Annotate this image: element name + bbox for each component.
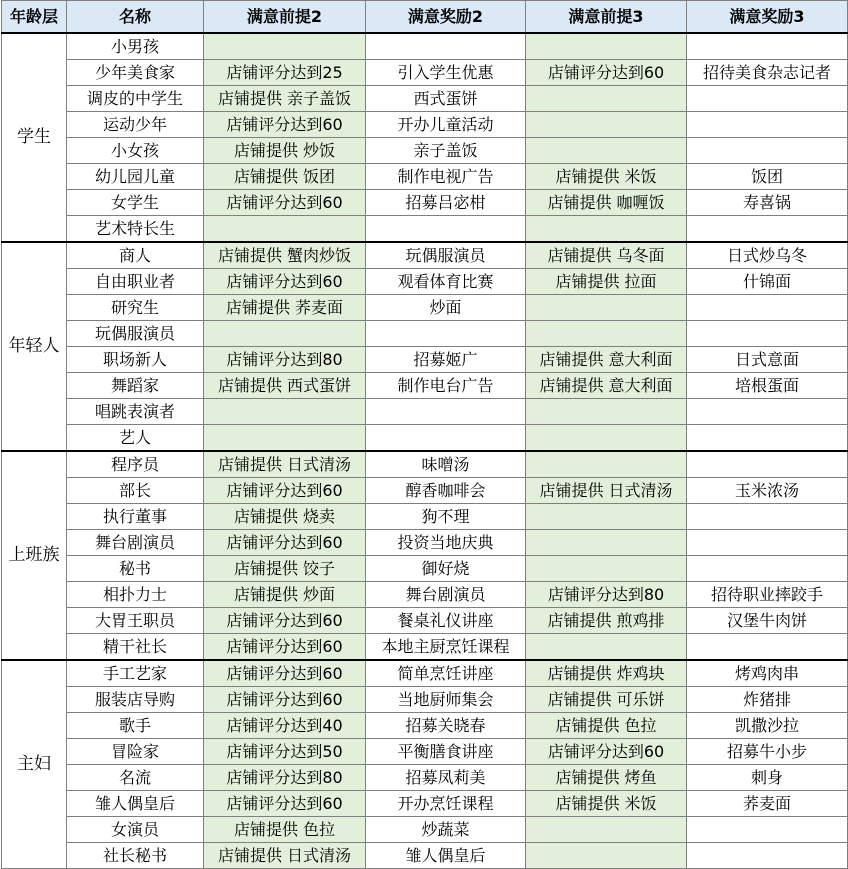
premise-2-cell: 店铺评分达到60 <box>204 269 366 295</box>
name-cell: 精干社长 <box>67 634 204 661</box>
premise-2-cell <box>204 425 366 452</box>
premise-3-cell <box>526 451 687 478</box>
table-row <box>2 660 848 687</box>
reward-2-cell: 味噌汤 <box>366 451 526 478</box>
name-cell: 服装店导购 <box>67 687 204 713</box>
reward-3-cell: 烤鸡肉串 <box>687 660 848 687</box>
table-row <box>2 269 848 295</box>
reward-3-cell: 招募牛小步 <box>687 739 848 765</box>
reward-2-cell: 投资当地庆典 <box>366 530 526 556</box>
reward-2-cell: 雏人偶皇后 <box>366 843 526 869</box>
premise-2-cell: 店铺提供 饭团 <box>204 164 366 190</box>
table-row <box>2 60 848 86</box>
premise-3-cell <box>526 634 687 661</box>
premise-2-cell: 店铺提供 亲子盖饭 <box>204 86 366 112</box>
premise-2-cell: 店铺评分达到60 <box>204 687 366 713</box>
table-row <box>2 451 848 478</box>
premise-2-cell <box>204 33 366 60</box>
reward-2-cell: 简单烹饪讲座 <box>366 660 526 687</box>
reward-2-cell <box>366 33 526 60</box>
reward-3-cell: 玉米浓汤 <box>687 478 848 504</box>
premise-3-cell: 店铺提供 咖喱饭 <box>526 190 687 216</box>
premise-3-cell: 店铺提供 乌冬面 <box>526 242 687 269</box>
name-cell: 秘书 <box>67 556 204 582</box>
table-row <box>2 295 848 321</box>
reward-2-cell: 当地厨师集会 <box>366 687 526 713</box>
premise-2-cell: 店铺评分达到40 <box>204 713 366 739</box>
premise-2-cell <box>204 216 366 243</box>
table-row <box>2 843 848 869</box>
reward-2-cell: 炒蔬菜 <box>366 817 526 843</box>
reward-3-cell <box>687 399 848 425</box>
reward-3-cell <box>687 33 848 60</box>
reward-2-cell: 亲子盖饭 <box>366 138 526 164</box>
name-cell: 少年美食家 <box>67 60 204 86</box>
table-row <box>2 425 848 452</box>
reward-3-cell: 汉堡牛肉饼 <box>687 608 848 634</box>
reward-2-cell: 本地主厨烹饪课程 <box>366 634 526 661</box>
name-cell: 女演员 <box>67 817 204 843</box>
premise-3-cell: 店铺提供 煎鸡排 <box>526 608 687 634</box>
reward-2-cell: 观看体育比赛 <box>366 269 526 295</box>
premise-2-cell: 店铺提供 炒饭 <box>204 138 366 164</box>
reward-2-cell: 醇香咖啡会 <box>366 478 526 504</box>
premise-3-cell <box>526 138 687 164</box>
name-cell: 名流 <box>67 765 204 791</box>
age-group-cell: 学生 <box>2 33 67 242</box>
premise-2-cell: 店铺评分达到60 <box>204 634 366 661</box>
premise-3-cell: 店铺提供 意大利面 <box>526 347 687 373</box>
premise-3-cell: 店铺提供 色拉 <box>526 713 687 739</box>
reward-3-cell: 日式意面 <box>687 347 848 373</box>
premise-3-cell <box>526 504 687 530</box>
name-cell: 玩偶服演员 <box>67 321 204 347</box>
premise-3-cell: 店铺提供 意大利面 <box>526 373 687 399</box>
table-row <box>2 33 848 60</box>
premise-2-cell: 店铺提供 荞麦面 <box>204 295 366 321</box>
satisfaction-table <box>1 0 848 869</box>
premise-3-cell: 店铺评分达到60 <box>526 60 687 86</box>
premise-2-cell: 店铺提供 蟹肉炒饭 <box>204 242 366 269</box>
age-group-cell: 年轻人 <box>2 242 67 451</box>
premise-3-cell: 店铺评分达到60 <box>526 739 687 765</box>
table-row <box>2 687 848 713</box>
name-cell: 冒险家 <box>67 739 204 765</box>
premise-3-cell: 店铺提供 米饭 <box>526 164 687 190</box>
reward-2-cell: 狗不理 <box>366 504 526 530</box>
name-cell: 舞蹈家 <box>67 373 204 399</box>
reward-3-cell: 什锦面 <box>687 269 848 295</box>
header-reward-2: 满意奖励2 <box>366 1 526 34</box>
reward-3-cell <box>687 451 848 478</box>
name-cell: 职场新人 <box>67 347 204 373</box>
name-cell: 商人 <box>67 242 204 269</box>
premise-2-cell: 店铺评分达到60 <box>204 530 366 556</box>
table-row <box>2 713 848 739</box>
table-row <box>2 582 848 608</box>
reward-3-cell <box>687 112 848 138</box>
name-cell: 部长 <box>67 478 204 504</box>
reward-2-cell: 开办烹饪课程 <box>366 791 526 817</box>
premise-2-cell: 店铺评分达到60 <box>204 112 366 138</box>
premise-2-cell: 店铺评分达到80 <box>204 347 366 373</box>
header-name: 名称 <box>67 1 204 34</box>
reward-3-cell <box>687 321 848 347</box>
premise-3-cell <box>526 843 687 869</box>
reward-2-cell <box>366 399 526 425</box>
premise-3-cell <box>526 530 687 556</box>
premise-2-cell: 店铺评分达到60 <box>204 478 366 504</box>
name-cell: 调皮的中学生 <box>67 86 204 112</box>
premise-3-cell: 店铺提供 拉面 <box>526 269 687 295</box>
table-row <box>2 478 848 504</box>
reward-2-cell <box>366 216 526 243</box>
name-cell: 执行董事 <box>67 504 204 530</box>
table-body <box>2 33 848 869</box>
premise-2-cell: 店铺评分达到60 <box>204 660 366 687</box>
reward-3-cell: 培根蛋面 <box>687 373 848 399</box>
premise-3-cell <box>526 399 687 425</box>
reward-2-cell: 平衡膳食讲座 <box>366 739 526 765</box>
reward-3-cell <box>687 634 848 661</box>
premise-2-cell: 店铺评分达到60 <box>204 190 366 216</box>
name-cell: 程序员 <box>67 451 204 478</box>
premise-3-cell <box>526 33 687 60</box>
table-row <box>2 86 848 112</box>
table-row <box>2 216 848 243</box>
reward-2-cell: 玩偶服演员 <box>366 242 526 269</box>
name-cell: 幼儿园儿童 <box>67 164 204 190</box>
table-row <box>2 817 848 843</box>
reward-2-cell: 西式蛋饼 <box>366 86 526 112</box>
reward-3-cell: 刺身 <box>687 765 848 791</box>
table-row <box>2 138 848 164</box>
name-cell: 相扑力士 <box>67 582 204 608</box>
table-header <box>2 1 848 34</box>
header-premise-3: 满意前提3 <box>526 1 687 34</box>
name-cell: 研究生 <box>67 295 204 321</box>
reward-2-cell <box>366 321 526 347</box>
name-cell: 社长秘书 <box>67 843 204 869</box>
name-cell: 唱跳表演者 <box>67 399 204 425</box>
name-cell: 自由职业者 <box>67 269 204 295</box>
reward-3-cell <box>687 817 848 843</box>
reward-2-cell: 招募姬广 <box>366 347 526 373</box>
table-row <box>2 634 848 661</box>
table-row <box>2 112 848 138</box>
name-cell: 小男孩 <box>67 33 204 60</box>
reward-3-cell <box>687 556 848 582</box>
reward-3-cell: 炸猪排 <box>687 687 848 713</box>
reward-2-cell: 炒面 <box>366 295 526 321</box>
reward-2-cell: 招募凤莉美 <box>366 765 526 791</box>
premise-3-cell <box>526 112 687 138</box>
name-cell: 运动少年 <box>67 112 204 138</box>
reward-3-cell <box>687 216 848 243</box>
premise-2-cell: 店铺评分达到50 <box>204 739 366 765</box>
premise-3-cell <box>526 295 687 321</box>
premise-2-cell: 店铺评分达到60 <box>204 608 366 634</box>
table-row <box>2 556 848 582</box>
header-age-group: 年龄层 <box>2 1 67 34</box>
table-row <box>2 791 848 817</box>
name-cell: 小女孩 <box>67 138 204 164</box>
reward-2-cell: 引入学生优惠 <box>366 60 526 86</box>
header-premise-2: 满意前提2 <box>204 1 366 34</box>
premise-3-cell <box>526 216 687 243</box>
reward-2-cell: 餐桌礼仪讲座 <box>366 608 526 634</box>
table-row <box>2 504 848 530</box>
premise-3-cell: 店铺提供 日式清汤 <box>526 478 687 504</box>
reward-2-cell: 开办儿童活动 <box>366 112 526 138</box>
premise-3-cell <box>526 425 687 452</box>
reward-3-cell: 寿喜锅 <box>687 190 848 216</box>
reward-3-cell <box>687 425 848 452</box>
premise-2-cell: 店铺提供 饺子 <box>204 556 366 582</box>
reward-3-cell <box>687 530 848 556</box>
premise-3-cell <box>526 86 687 112</box>
premise-2-cell: 店铺提供 日式清汤 <box>204 451 366 478</box>
table-row <box>2 347 848 373</box>
reward-2-cell: 招募吕宓柑 <box>366 190 526 216</box>
premise-2-cell: 店铺评分达到60 <box>204 791 366 817</box>
table-row <box>2 242 848 269</box>
premise-3-cell: 店铺提供 炸鸡块 <box>526 660 687 687</box>
name-cell: 女学生 <box>67 190 204 216</box>
premise-2-cell: 店铺评分达到25 <box>204 60 366 86</box>
premise-3-cell <box>526 817 687 843</box>
reward-3-cell: 日式炒乌冬 <box>687 242 848 269</box>
table-row <box>2 399 848 425</box>
reward-3-cell: 凯撒沙拉 <box>687 713 848 739</box>
premise-3-cell: 店铺提供 烤鱼 <box>526 765 687 791</box>
table-row <box>2 739 848 765</box>
age-group-cell: 上班族 <box>2 451 67 660</box>
reward-2-cell: 制作电视广告 <box>366 164 526 190</box>
reward-2-cell: 招募关晓春 <box>366 713 526 739</box>
reward-2-cell: 制作电台广告 <box>366 373 526 399</box>
premise-2-cell: 店铺提供 西式蛋饼 <box>204 373 366 399</box>
premise-2-cell: 店铺评分达到80 <box>204 765 366 791</box>
premise-3-cell: 店铺提供 米饭 <box>526 791 687 817</box>
premise-2-cell: 店铺提供 日式清汤 <box>204 843 366 869</box>
name-cell: 艺人 <box>67 425 204 452</box>
name-cell: 雏人偶皇后 <box>67 791 204 817</box>
name-cell: 艺术特长生 <box>67 216 204 243</box>
table-row <box>2 765 848 791</box>
reward-3-cell: 招待职业摔跤手 <box>687 582 848 608</box>
reward-3-cell: 饭团 <box>687 164 848 190</box>
name-cell: 歌手 <box>67 713 204 739</box>
premise-3-cell <box>526 556 687 582</box>
reward-3-cell <box>687 843 848 869</box>
reward-3-cell <box>687 295 848 321</box>
table-row <box>2 190 848 216</box>
table-row <box>2 321 848 347</box>
name-cell: 手工艺家 <box>67 660 204 687</box>
name-cell: 大胃王职员 <box>67 608 204 634</box>
reward-2-cell <box>366 425 526 452</box>
premise-3-cell: 店铺提供 可乐饼 <box>526 687 687 713</box>
reward-3-cell <box>687 138 848 164</box>
table-row <box>2 608 848 634</box>
age-group-cell: 主妇 <box>2 660 67 869</box>
reward-3-cell: 招待美食杂志记者 <box>687 60 848 86</box>
reward-2-cell: 舞台剧演员 <box>366 582 526 608</box>
reward-3-cell <box>687 504 848 530</box>
table-row <box>2 530 848 556</box>
header-reward-3: 满意奖励3 <box>687 1 848 34</box>
table-row <box>2 373 848 399</box>
reward-3-cell <box>687 86 848 112</box>
premise-2-cell: 店铺提供 炒面 <box>204 582 366 608</box>
table-row <box>2 164 848 190</box>
premise-3-cell: 店铺评分达到80 <box>526 582 687 608</box>
premise-2-cell <box>204 321 366 347</box>
reward-3-cell: 荞麦面 <box>687 791 848 817</box>
premise-3-cell <box>526 321 687 347</box>
premise-2-cell: 店铺提供 色拉 <box>204 817 366 843</box>
premise-2-cell <box>204 399 366 425</box>
premise-2-cell: 店铺提供 烧卖 <box>204 504 366 530</box>
reward-2-cell: 御好烧 <box>366 556 526 582</box>
name-cell: 舞台剧演员 <box>67 530 204 556</box>
